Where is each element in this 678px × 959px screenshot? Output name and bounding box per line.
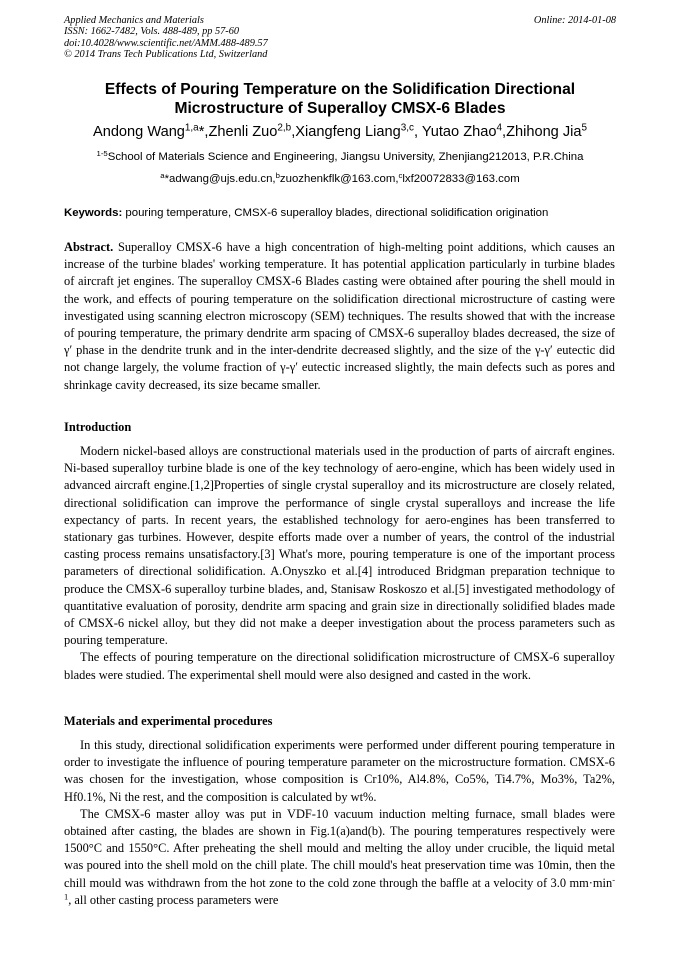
- journal-name: Applied Mechanics and Materials: [64, 15, 204, 26]
- online-date: Online: 2014-01-08: [533, 15, 616, 26]
- author-name: Andong Wang: [92, 124, 185, 140]
- paper-title: Effects of Pouring Temperature on the Solidification Directional Microstructure of Superalloy CMSX-6 Blades: [104, 81, 576, 117]
- paragraph: [64, 806, 615, 909]
- email-list: [56, 172, 624, 186]
- abstract: [64, 239, 615, 394]
- introduction-section: [64, 443, 615, 684]
- paragraph: In this study, directional solidification experiments were performed under different pouring temperature in order to investigate the influence of pouring temperature parameter on the microstructure formation. CMSX-6 was chosen for the investigation, whose composition is Cr10%, Al4.8%, Co5%, Ti4.7%, Mo3%, Ta2%, Hf0.1%, Ni the rest, and the composition is calculated by wt%.: [64, 738, 615, 804]
- affiliation: [56, 150, 624, 164]
- email-sup: b: [275, 170, 280, 180]
- email-address: lxf20072833@163.com: [402, 173, 520, 185]
- author-sup: 2,b: [277, 122, 292, 134]
- email-address: zuozhenkflk@163.com,: [279, 173, 399, 185]
- email-sup: a: [160, 170, 165, 180]
- introduction-heading: Introduction: [64, 420, 132, 434]
- author-sup: 5: [581, 122, 588, 134]
- journal-header: [64, 15, 616, 61]
- abstract-label: Abstract.: [64, 240, 114, 254]
- author-sup: 3,c: [400, 122, 414, 134]
- paragraph-text: , all other casting process parameters were: [68, 892, 279, 907]
- author-sup: 4: [496, 122, 502, 134]
- journal-copyright: © 2014 Trans Tech Publications Ltd, Switzerland: [64, 49, 268, 61]
- author-name: Yutao Zhao: [421, 124, 497, 140]
- email-address: adwang@ujs.edu.cn,: [169, 173, 276, 185]
- journal-doi: doi:10.4028/www.scientific.net/AMM.488-489.57: [64, 37, 268, 49]
- paragraph-text: The CMSX-6 master alloy was put in VDF-10 vacuum induction melting furnace, small blades were obtained after casting, the blades are shown in Fig.1(a)and(b). The pouring temperatures respectively were 1500°C and 1550°C. After preheating the shell mould and melting the alloy under crucible, the liquid metal was poured into the shell mold on the chill plate. The chill mould's heat preservation time was 10min, then the chill mould was withdrawn from the hot zone to the cold zone through the baffle at a velocity of 3.0 mm·min: [64, 806, 615, 890]
- paragraph: Modern nickel-based alloys are constructional materials used in the production of parts of aircraft engines. Ni-based superalloy turbine blade is one of the key technology of aero-engine, which has been widely used in advanced aircraft engine.[1,2]Properties of single crystal superalloy and its microstructure are closely related, directional solidification can improve the performance of single crystal superalloys and increase the life expectancy of parts. In recent years, the established technology for aero-engines has been transferred to stationary gas turbines. However, despite efforts made over a number of years, the control of the industrial casting process remains unsatisfactory.[3] What's more, pouring temperature is one of the important process parameters of directional solidification. A.Onyszko et al.[4] introduced Bridgman preparation technique to produce the CMSX-6 superalloy turbine blades, and, Stanisaw Roskoszo et al.[5] investigated methodology of quantitative evaluation of porosity, dendrite arm spacing and grain size in directionally solidified blades made of CMSX-6 nickel alloy, but they did not make a deeper investigation about the process parameters such as pouring temperature.: [64, 444, 615, 648]
- journal-issn: ISSN: 1662-7482, Vols. 488-489, pp 57-60: [64, 26, 240, 38]
- materials-heading: Materials and experimental procedures: [64, 714, 273, 728]
- paragraph: The effects of pouring temperature on the directional solidification microstructure of CMSX-6 superalloy blades were studied. The experimental shell mould were also designed and casted in the work.: [64, 650, 615, 682]
- affiliation-text: School of Materials Science and Engineering, Jiangsu University, Zhenjiang212013, P.R.China: [107, 151, 584, 163]
- abstract-text: Superalloy CMSX-6 have a high concentration of high-melting point additions, which causes an increase of the turbine blades' working temperature. It has potential application particularly in turbine blades of aircraft jet engines. The superalloy CMSX-6 Blades casting were obtained after pouring the shell mould in the work, and effects of pouring temperature on the solidification directional microstructure of casting were investigated using scanning electron microscopy (SEM) techniques. The results showed that with the increase of pouring temperature, the primary dendrite arm spacing of CMSX-6 superalloy blades decreased, the size of γ′ phase in the dendrite trunk and in the inter-dendrite decreased slightly, and the size of the γ-γ′ eutectic did not change largely, the volume fraction of γ-γ′ eutectic increased slightly, the main defects such as pores and shrinkage cavity decreased, its size became smaller.: [64, 240, 615, 392]
- unit-exponent: -1: [64, 874, 615, 902]
- abstract-paragraph: [64, 239, 615, 394]
- author-name: Zhenli Zuo: [208, 124, 278, 140]
- email-sup: c: [398, 170, 403, 180]
- email-mark: *: [164, 173, 170, 185]
- affiliation-sup: 1-5: [96, 148, 108, 158]
- keywords: [64, 206, 624, 220]
- corresponding-mark: *: [198, 124, 205, 140]
- author-list: Andong Wang$^{1,a}$*,Zhenli Zuo$^{2,b}$,Xiangfeng Liang$^{3,c}$, Yutao Zhao$^4$,Zhihong Jia$^5$: [92, 122, 588, 140]
- keywords-text: pouring temperature, CMSX-6 superalloy blades, directional solidification origination: [122, 207, 549, 219]
- author-name: Xiangfeng Liang: [295, 124, 401, 140]
- author-sup: 1,a: [184, 122, 199, 134]
- keywords-label: Keywords:: [64, 207, 123, 219]
- materials-section: [64, 737, 615, 909]
- author-name: Zhihong Jia: [506, 124, 582, 140]
